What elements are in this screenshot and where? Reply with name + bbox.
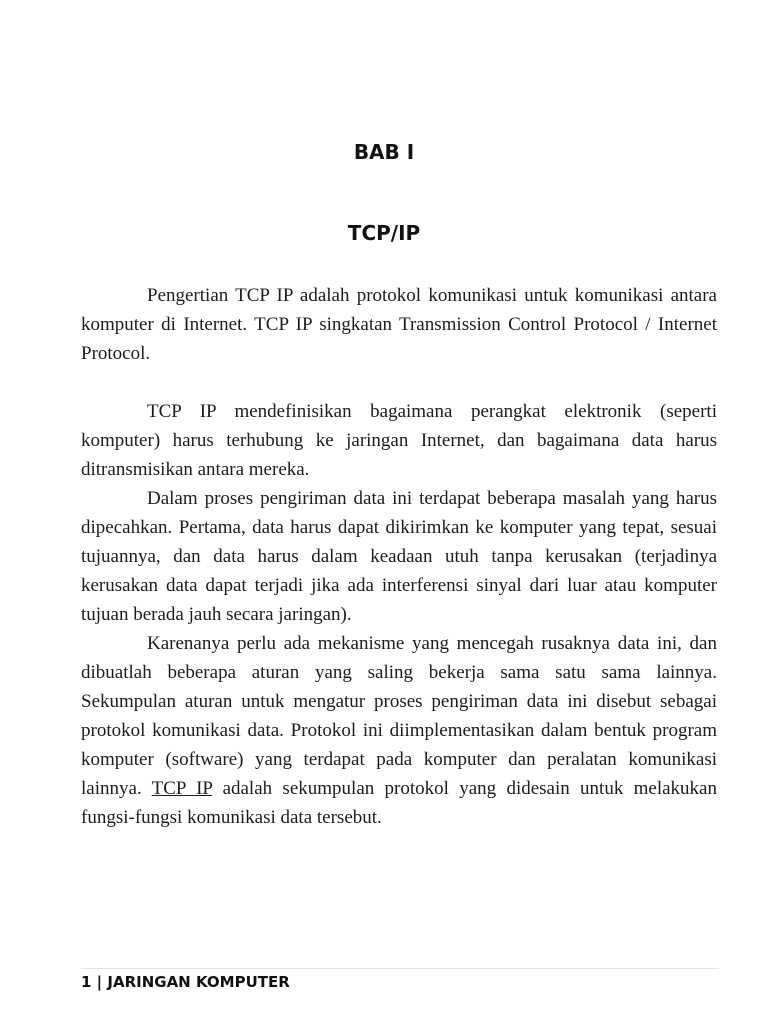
page-title: TCP/IP — [347, 221, 421, 245]
footer-separator: | — [96, 973, 103, 991]
chapter-heading: BAB I — [353, 140, 415, 164]
footer-section-title: JARINGAN KOMPUTER — [107, 973, 290, 991]
tcp-ip-link[interactable]: TCP IP — [151, 778, 213, 799]
paragraph-gap — [81, 368, 717, 397]
footer-divider — [81, 968, 719, 969]
paragraph-function: TCP IP mendefinisikan bagaimana perangkat elektronik (seperti komputer) harus terhubung ke jaringan Internet, dan bagaimana data harus ditransmisikan antara mereka. — [81, 401, 717, 480]
page-footer — [81, 973, 290, 991]
page-number: 1 — [81, 973, 92, 991]
paragraph-problems: Dalam proses pengiriman data ini terdapat beberapa masalah yang harus dipecahkan. Pertama, data harus dapat dikirimkan ke komputer yang tepat, sesuai tujuannya, dan data harus dalam keadaan utuh tanpa kerusakan (terjadinya kerusakan data dapat terjadi jika ada interferensi sinyal dari luar atau komputer tujuan berada jauh secara jaringan). — [81, 488, 717, 625]
paragraph-protocol — [81, 629, 717, 832]
paragraph-protocol-text-end: adalah sekumpulan protokol yang didesain untuk melakukan fungsi-fungsi komunikasi data tersebut. — [81, 778, 717, 828]
paragraph-definition: Pengertian TCP IP adalah protokol komunikasi untuk komunikasi antara komputer di Internet. TCP IP singkatan Transmission Control Protocol / Internet Protocol. — [81, 285, 717, 364]
document-body — [81, 281, 717, 832]
paragraph-protocol-text: Karenanya perlu ada mekanisme yang mencegah rusaknya data ini, dan dibuatlah beberapa aturan yang saling bekerja sama satu sama lainnya. Sekumpulan aturan untuk mengatur proses pengiriman data ini disebut sebagai protokol komunikasi data. Protokol ini diimplementasikan dalam bentuk program komputer (software) yang terdapat pada komputer dan peralatan komunikasi lainnya. — [81, 633, 717, 799]
